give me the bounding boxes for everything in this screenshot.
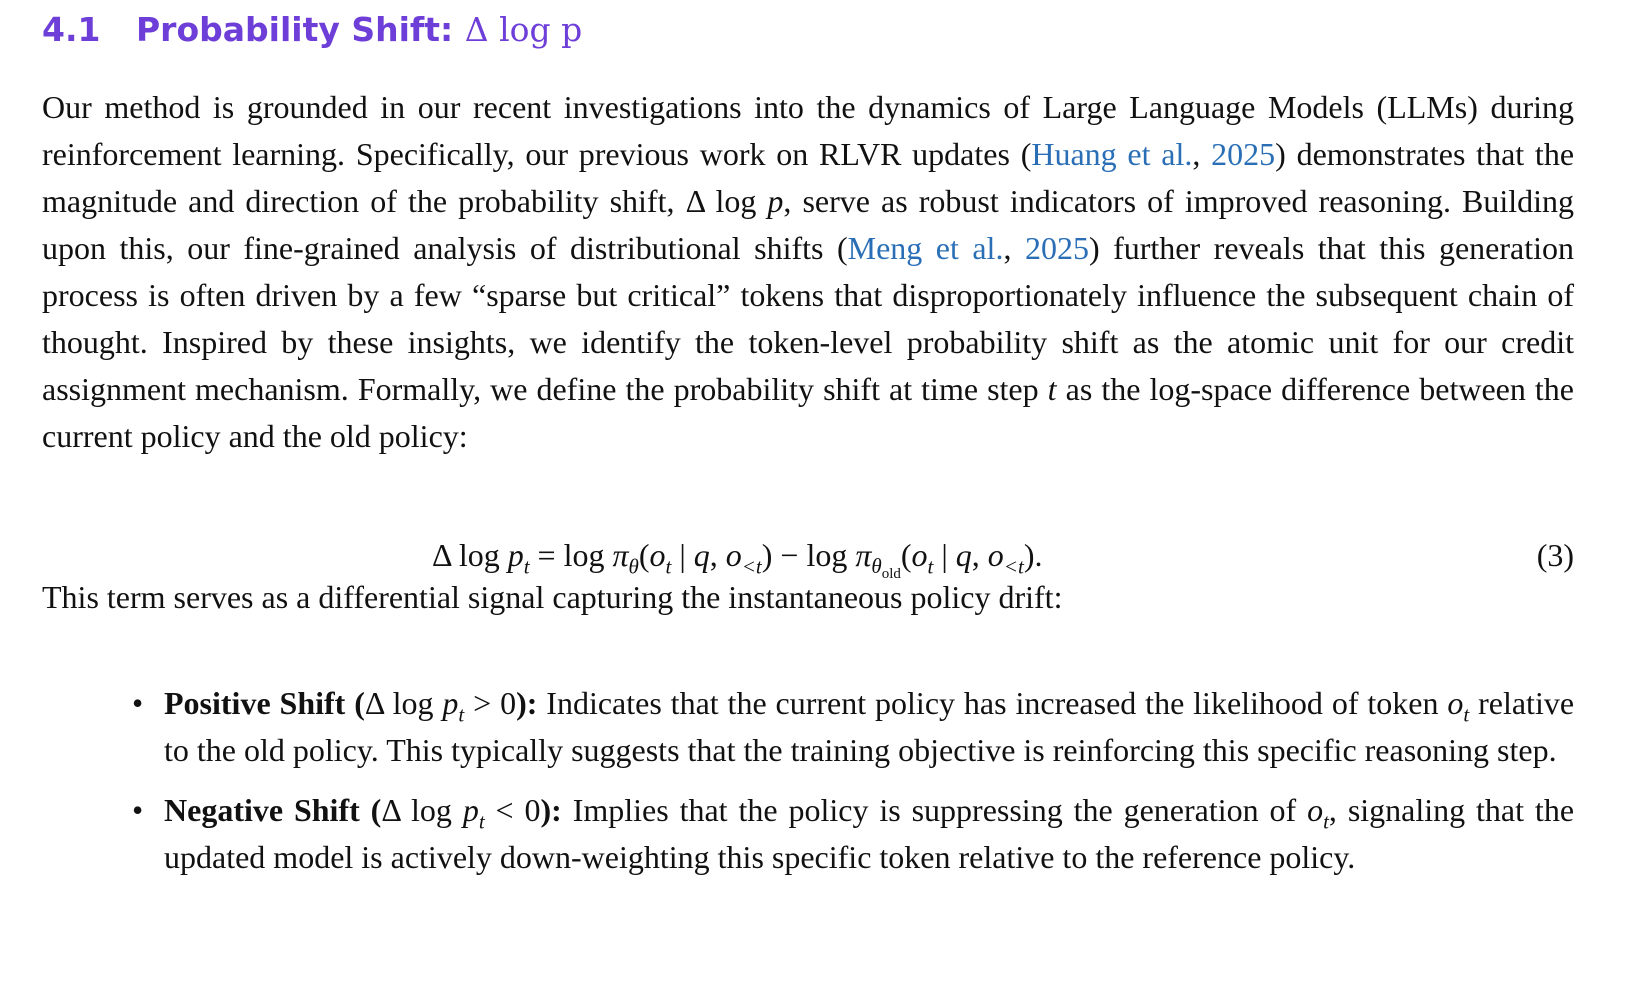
bullet-label: Negative Shift (Δ $\log p_t < 0$): — [164, 792, 562, 834]
section-heading — [42, 8, 582, 52]
list-item-positive-shift: • Positive Shift (Δ $\log p_t > 0$): Indicates that the current policy has increased the likelihood of token $o_t$ relative to the old policy. This typically suggests that the training objective is reinforcing this specific reasoning step. — [42, 680, 1574, 774]
citation-huang-year-link[interactable]: 2025 — [1211, 136, 1276, 172]
equation-formula: Δ $\log p_t = \log \pi_\theta(o_t$ | q, $o_{<t}) - \log \pi_{\theta_{old}}(o_t$ | q, $o_{<t}$). — [432, 537, 1043, 583]
citation-meng-link[interactable]: Meng et al. — [847, 230, 1004, 266]
para-text: , serve as robust indicators of improved reasoning. Building upon this, our fine-grained analysis of distributional shifts ( — [42, 183, 1575, 266]
citation-huang-link[interactable]: Huang et al. — [1031, 136, 1193, 172]
section-number: 4.1 — [42, 10, 101, 49]
math-var-p: p — [767, 183, 784, 219]
para-text: ) further reveals that this generation process is often driven by a few “sparse but critical” tokens that disproportionately influence the subsequent chain of thought. Inspired by these insights, we identify the token-level probability shift as the atomic unit for our credit assignment mechanism. Formally, we define the probability shift at time step — [42, 230, 1575, 407]
bullet-label: Positive Shift (Δ $\log p_t > 0$): — [164, 685, 538, 727]
list-item-negative-shift: • Negative Shift (Δ $\log p_t < 0$): Implies that the policy is suppressing the generation of $o_t$, signaling that the updated model is actively down-weighting this specific token relative to the reference policy. — [42, 787, 1574, 881]
section-title: Probability Shift: — [136, 10, 454, 49]
citation-meng-year-link[interactable]: 2025 — [1024, 230, 1089, 266]
math-var-t: t — [1047, 371, 1057, 407]
shift-bullet-list — [42, 680, 1574, 894]
bullet-icon: • — [132, 685, 144, 721]
para-text: ) demonstrates that the magnitude and direction of the probability shift, — [42, 136, 1575, 219]
bullet-icon: • — [132, 792, 144, 828]
para-text: as the log-space difference between the current policy and the old policy: — [42, 371, 1574, 454]
para-text: Our method is grounded in our recent investigations into the dynamics of Large Language Models (LLMs) during reinforcement learning. Specifically, our previous work on RLVR updates ( — [42, 89, 1574, 172]
equation-3 — [42, 532, 1574, 583]
section-title-math: Δ log p — [464, 10, 583, 49]
math-delta-log: Δ log — [685, 183, 768, 219]
equation-number: (3) — [1536, 537, 1574, 573]
intro-paragraph: Our method is grounded in our recent investigations into the dynamics of Large Language Models (LLMs) during reinforcement learning. Specifically, our previous work on RLVR updates (Huang et al., 2025) demonstrates that the magnitude and direction of the probability shift, Δ log p, serve as robust indicators of improved reasoning. Building upon this, our fine-grained analysis of distributional shifts (Meng et al., 2025) further reveals that this generation process is often driven by a few “sparse but critical” tokens that disproportionately influence the subsequent chain of thought. Inspired by these insights, we identify the token-level probability shift as the atomic unit for our credit assignment mechanism. Formally, we define the probability shift at time step t as the log-space difference between the current policy and the old policy: — [42, 89, 1575, 454]
drift-paragraph: This term serves as a differential signal capturing the instantaneous policy drift: — [42, 579, 1063, 615]
